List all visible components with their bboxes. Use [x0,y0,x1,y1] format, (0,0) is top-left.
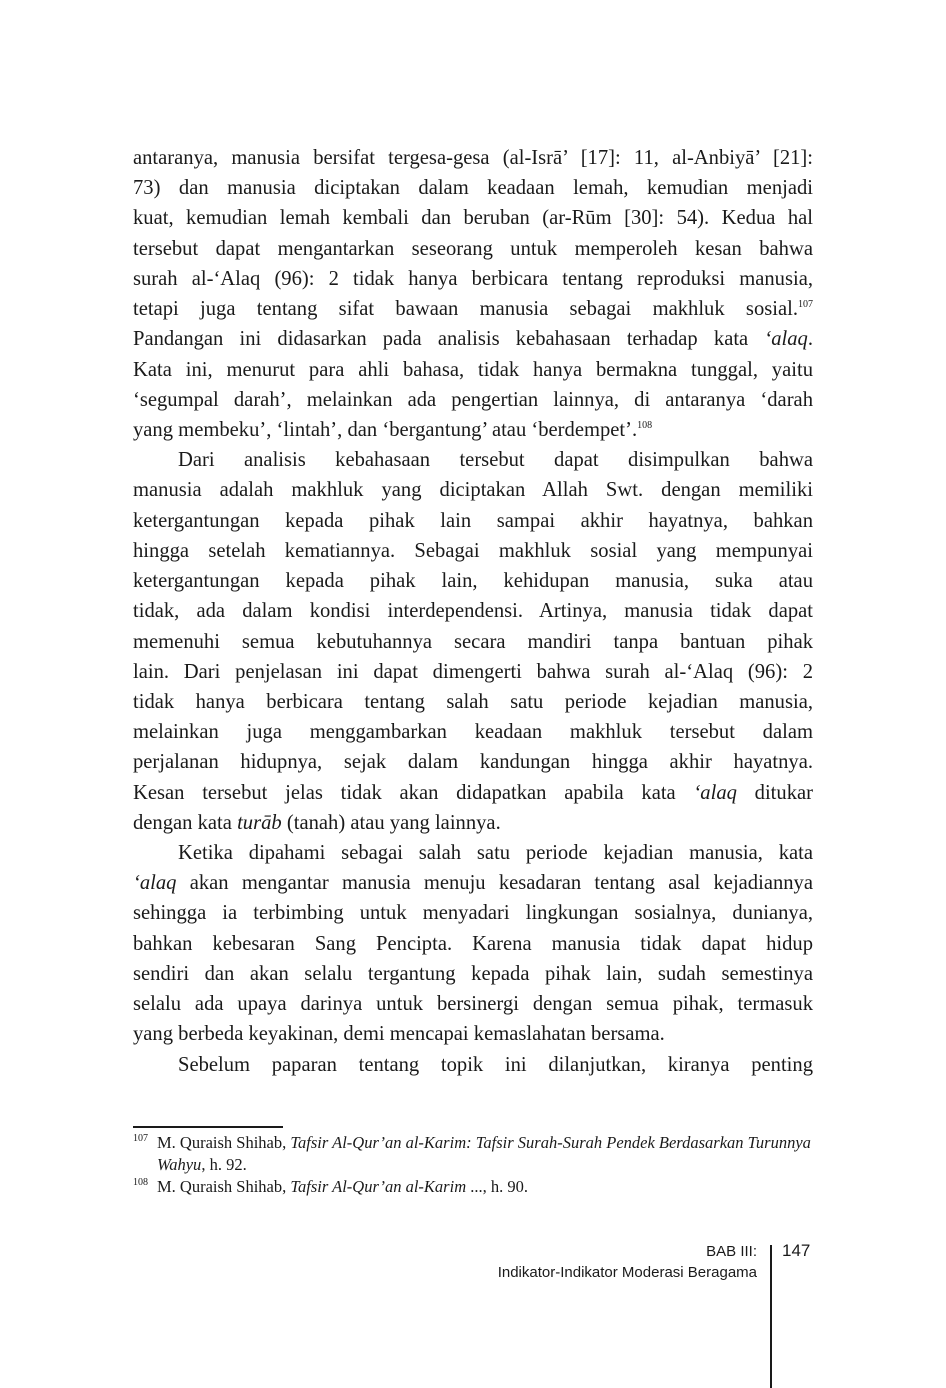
text-line [133,475,813,505]
text-segment: tetapi juga tentang sifat bawaan manusia sebagai makhluk sosial. [133,298,798,321]
text-segment: antaranya, manusia bersifat tergesa-gesa (al-Isrā’ [17]: 11, al-Anbiyā’ [21]: [133,147,813,169]
text-segment: tidak hanya berbicara tentang salah satu periode kejadian manusia, [133,690,813,713]
text-line [133,989,813,1019]
text-line [133,838,813,868]
footnotes [133,1132,813,1198]
text-segment: melainkan juga menggambarkan keadaan makhluk tersebut dalam [133,721,813,744]
text-line [133,657,813,687]
text-segment: . [807,328,813,351]
page-number: 147 [782,1241,811,1260]
text-segment: turāb [237,811,282,834]
text-segment: selalu ada upaya darinya untuk bersinergi dengan semua pihak, termasuk [133,993,813,1016]
text-line [133,808,813,838]
text-line [133,173,813,203]
text-segment: ‘alaq [764,328,808,351]
text-segment: ‘segumpal darah’, melainkan ada pengertian lainnya, di antaranya ‘darah [133,388,813,411]
body-text [133,143,813,1080]
text-segment: ketergantungan kepada pihak lain, kehidupan manusia, suka atau [133,570,813,593]
text-line [133,929,813,959]
text-segment: ketergantungan kepada pihak lain sampai akhir hayatnya, bahkan [133,509,813,532]
text-line [133,1019,813,1049]
text-segment: bahkan kebesaran Sang Pencipta. Karena manusia tidak dapat hidup [133,932,813,955]
text-segment: (tanah) atau yang lainnya. [281,811,501,834]
footnote-text: Tafsir Al-Qur’an al-Karim [290,1177,467,1196]
text-line [133,778,813,808]
text-line [133,687,813,717]
text-line [133,324,813,354]
text-line [133,898,813,928]
footnote-ref[interactable]: 108 [637,419,653,431]
text-line [133,234,813,264]
text-segment: lain. Dari penjelasan ini dapat dimengerti bahwa surah al-‘Alaq (96): 2 [133,660,813,683]
text-segment: sendiri dan akan selalu tergantung kepada pihak lain, sudah semestinya [133,962,813,985]
text-line [133,385,813,415]
paragraph [133,445,813,838]
text-line [133,445,813,475]
text-segment: akan mengantar manusia menuju kesadaran tentang asal kejadiannya [176,872,813,895]
text-segment: kuat, kemudian lemah kembali dan beruban (ar-Rūm [30]: 54). Kedua hal [133,207,813,230]
footnote-ref[interactable]: 107 [798,299,813,311]
text-line [133,566,813,596]
text-segment: perjalanan hidupnya, sejak dalam kandungan hingga akhir hayatnya. [133,751,813,774]
text-segment: dengan kata [133,811,238,834]
text-segment: 73) dan manusia diciptakan dalam keadaan lemah, kemudian menjadi [133,177,813,200]
text-segment: Sebelum paparan tentang topik ini dilanjutkan, kiranya penting [178,1053,813,1076]
paragraph [133,1050,813,1080]
text-line [133,264,813,294]
footnote [133,1132,813,1176]
text-line [133,868,813,898]
chapter-title: Indikator-Indikator Moderasi Beragama [497,1264,757,1281]
text-line [133,294,813,324]
text-line [133,355,813,385]
footnote-separator [133,1126,283,1128]
footnote-text: Tafsir Al-Qur’an al-Karim: Tafsir Surah-Surah Pendek Berdasarkan Turunnya Wahyu [157,1133,811,1174]
text-segment: ‘alaq [133,872,177,895]
text-line [133,415,813,445]
text-line [133,506,813,536]
footnote-number: 108 [133,1177,148,1188]
text-segment: sehingga ia terbimbing untuk menyadari lingkungan sosialnya, dunianya, [133,902,813,925]
text-segment: surah al-‘Alaq (96): 2 tidak hanya berbicara tentang reproduksi manusia, [133,267,813,290]
paragraph [133,838,813,1050]
footnote [133,1176,813,1198]
paragraph [133,143,813,445]
text-segment: hingga setelah kematiannya. Sebagai makhluk sosial yang mempunyai [133,539,813,562]
text-segment: ditukar [736,781,813,804]
text-segment: tersebut dapat mengantarkan seseorang untuk memperoleh kesan bahwa [133,237,813,260]
text-segment: Dari analisis kebahasaan tersebut dapat disimpulkan bahwa [178,449,813,472]
text-line [133,959,813,989]
text-line [133,143,813,173]
text-segment: manusia adalah makhluk yang diciptakan Allah Swt. dengan memiliki [133,479,813,502]
text-line [133,536,813,566]
text-segment: Ketika dipahami sebagai salah satu periode kejadian manusia, kata [178,842,813,865]
text-segment: Kesan tersebut jelas tidak akan didapatkan apabila kata [133,781,694,804]
text-segment: Kata ini, menurut para ahli bahasa, tidak hanya bermakna tunggal, yaitu [133,358,813,381]
text-line [133,596,813,626]
text-segment: ‘alaq [693,781,737,804]
chapter-label: BAB III: [706,1243,757,1260]
text-line [133,747,813,777]
footer-divider [770,1245,772,1388]
footnote-text: M. Quraish Shihab, [157,1133,291,1152]
text-line [133,1050,813,1080]
text-segment: yang membeku’, ‘lintah’, dan ‘bergantung’ atau ‘berdempet’. [133,418,638,441]
text-segment: tidak, ada dalam kondisi interdependensi. Artinya, manusia tidak dapat [133,600,813,623]
footnote-text: , h. 92. [201,1155,247,1174]
text-line [133,627,813,657]
text-segment: yang berbeda keyakinan, demi mencapai kemaslahatan bersama. [133,1023,665,1046]
footnote-text: ..., h. 90. [466,1177,528,1196]
running-footer [498,1241,757,1283]
text-line [133,717,813,747]
text-segment: memenuhi semua kebutuhannya secara mandiri tanpa bantuan pihak [133,630,813,653]
footnote-number: 107 [133,1133,148,1144]
text-line [133,203,813,233]
text-segment: Pandangan ini didasarkan pada analisis kebahasaan terhadap kata [133,328,765,351]
footnote-text: M. Quraish Shihab, [157,1177,291,1196]
